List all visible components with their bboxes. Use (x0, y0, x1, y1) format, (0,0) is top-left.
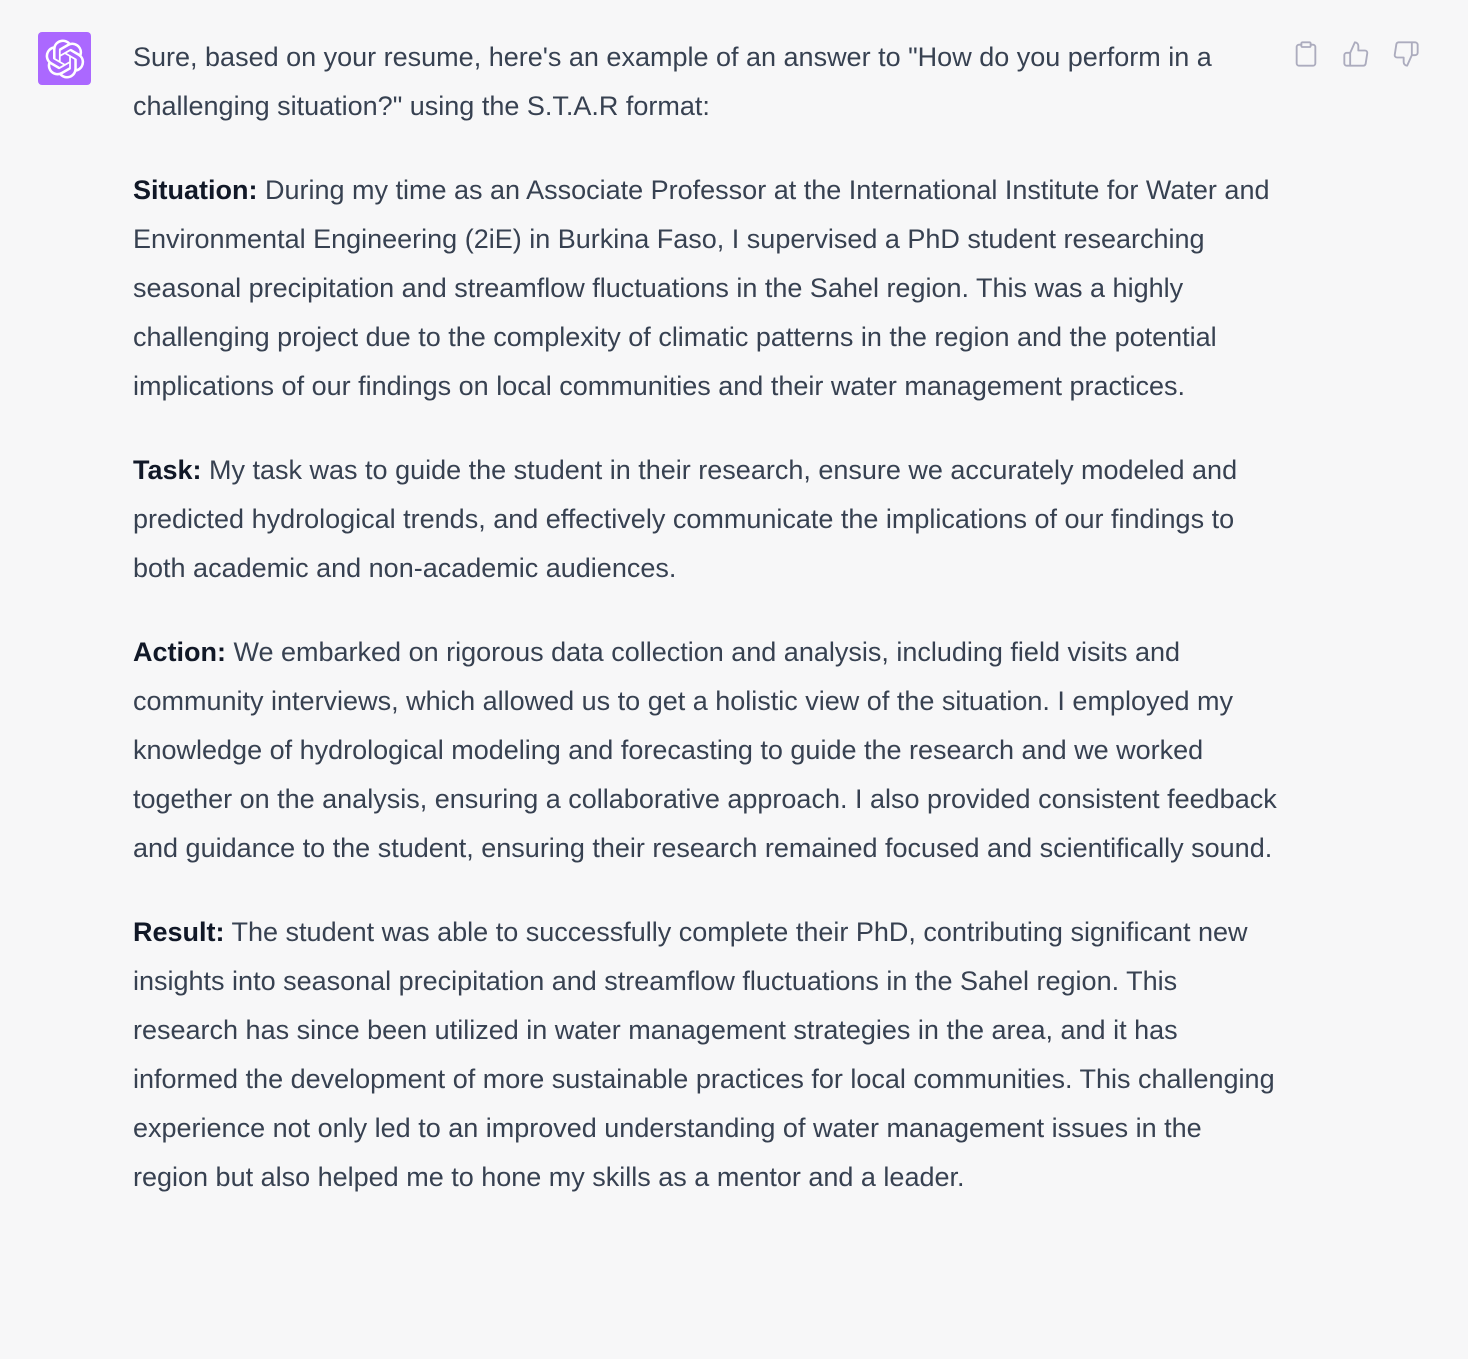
thumbs-down-button[interactable] (1390, 36, 1422, 72)
situation-label: Situation: (133, 175, 258, 205)
task-paragraph (133, 446, 1278, 593)
message-intro: Sure, based on your resume, here's an example of an answer to "How do you perform in a challenging situation?" using the S.T.A.R format: (133, 42, 1212, 121)
thumbs-down-icon (1392, 40, 1420, 68)
message-actions (1290, 36, 1422, 72)
clipboard-icon (1292, 40, 1320, 68)
copy-button[interactable] (1290, 36, 1322, 72)
assistant-message (133, 33, 1278, 1237)
result-paragraph (133, 908, 1278, 1202)
thumbs-up-button[interactable] (1340, 36, 1372, 72)
assistant-avatar (38, 32, 91, 85)
result-label: Result: (133, 917, 225, 947)
thumbs-up-icon (1342, 40, 1370, 68)
situation-paragraph (133, 166, 1278, 411)
openai-logo-icon (45, 39, 85, 79)
action-label: Action: (133, 637, 226, 667)
situation-text: During my time as an Associate Professor at the International Institute for Water and Environmental Engineering (2iE) in Burkina Faso, I supervised a PhD student researching seasonal precipitation and streamflow fluctuations in the Sahel region. This was a highly challenging project due to the complexity of climatic patterns in the region and the potential implications of our findings on local communities and their water management practices. (133, 175, 1270, 401)
action-text: We embarked on rigorous data collection and analysis, including field visits and community interviews, which allowed us to get a holistic view of the situation. I employed my knowledge of hydrological modeling and forecasting to guide the research and we worked together on the analysis, ensuring a collaborative approach. I also provided consistent feedback and guidance to the student, ensuring their research remained focused and scientifically sound. (133, 637, 1277, 863)
result-text: The student was able to successfully complete their PhD, contributing significant new insights into seasonal precipitation and streamflow fluctuations in the Sahel region. This research has since been utilized in water management strategies in the area, and it has informed the development of more sustainable practices for local communities. This challenging experience not only led to an improved understanding of water management issues in the region but also helped me to hone my skills as a mentor and a leader. (133, 917, 1275, 1192)
action-paragraph (133, 628, 1278, 873)
task-text: My task was to guide the student in their research, ensure we accurately modeled and predicted hydrological trends, and effectively communicate the implications of our findings to both academic and non-academic audiences. (133, 455, 1238, 583)
task-label: Task: (133, 455, 202, 485)
